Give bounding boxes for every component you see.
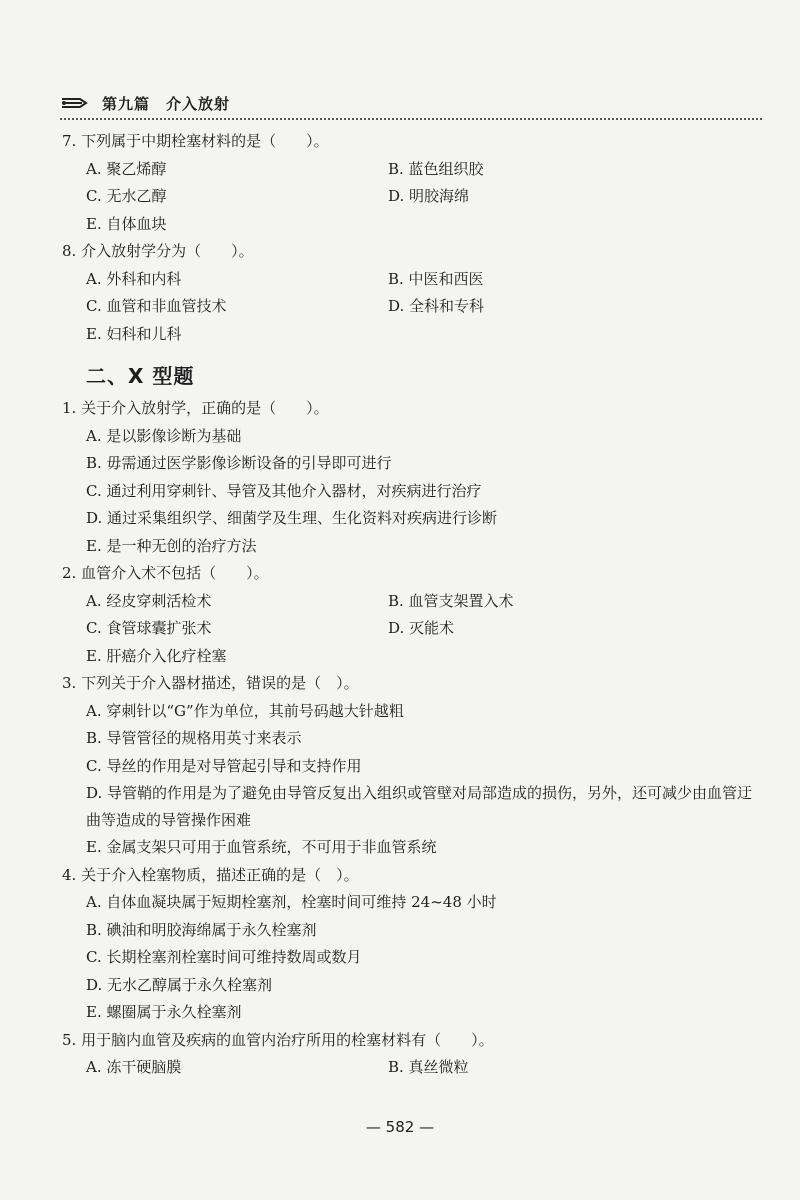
option: B. 碘油和明胶海绵属于永久栓塞剂 <box>86 920 317 939</box>
option-list <box>62 588 762 671</box>
option: D. 灭能术 <box>388 619 455 637</box>
section-heading: 二、X 型题 <box>86 364 195 388</box>
option: A. 经皮穿刺活检术 <box>86 591 212 610</box>
option: D. 无水乙醇属于永久栓塞剂 <box>86 975 273 994</box>
option-list <box>62 423 762 561</box>
option: A. 聚乙烯醇 <box>86 159 167 178</box>
question-item <box>62 238 762 348</box>
question-item <box>62 1027 762 1082</box>
header-dotted-rule <box>60 118 762 120</box>
option: A. 冻干硬脑膜 <box>86 1058 182 1076</box>
option-list <box>62 266 762 349</box>
option: A. 外科和内科 <box>86 269 182 288</box>
option: D. 明胶海绵 <box>388 187 470 205</box>
option: B. 导管管径的规格用英寸来表示 <box>86 729 302 747</box>
question-content <box>62 128 762 1082</box>
chapter-arrow-icon <box>60 93 90 113</box>
option: C. 导丝的作用是对导管起引导和支持作用 <box>86 756 362 775</box>
option: D. 导管鞘的作用是为了避免由导管反复出入组织或管壁对局部造成的损伤，另外，还可减少由血管迂曲等造成的导管操作困难 <box>86 784 753 829</box>
option: C. 食管球囊扩张术 <box>86 619 212 637</box>
option: C. 通过利用穿刺针、导管及其他介入器材，对疾病进行治疗 <box>86 481 482 500</box>
option: E. 自体血块 <box>86 214 167 233</box>
question-item <box>62 128 762 238</box>
option: E. 螺圈属于永久栓塞剂 <box>86 1003 242 1021</box>
option-list <box>62 698 762 862</box>
option-list <box>62 156 762 239</box>
option: A. 穿刺针以“G”作为单位，其前号码越大针越粗 <box>86 701 404 720</box>
question-stem: 3. 下列关于介入器材描述，错误的是（ ）。 <box>62 674 359 692</box>
option: D. 全科和专科 <box>388 297 485 315</box>
option: E. 是一种无创的治疗方法 <box>86 536 257 555</box>
option: A. 是以影像诊断为基础 <box>86 426 242 445</box>
question-item <box>62 560 762 670</box>
question-stem: 5. 用于脑内血管及疾病的血管内治疗所用的栓塞材料有（ ）。 <box>62 1030 494 1049</box>
question-stem: 2. 血管介入术不包括（ ）。 <box>62 564 269 582</box>
question-item <box>62 395 762 560</box>
option: A. 自体血凝块属于短期栓塞剂，栓塞时间可维持 24~48 小时 <box>86 893 497 911</box>
option: D. 通过采集组织学、细菌学及生理、生化资料对疾病进行诊断 <box>86 509 498 527</box>
option: E. 金属支架只可用于血管系统，不可用于非血管系统 <box>86 838 437 856</box>
question-item <box>62 670 762 862</box>
section-header-title: 第九篇 介入放射 <box>102 94 231 113</box>
option: B. 毋需通过医学影像诊断设备的引导即可进行 <box>86 454 392 472</box>
option: C. 长期栓塞剂栓塞时间可维持数周或数月 <box>86 948 362 966</box>
option-list <box>62 1054 762 1082</box>
option: B. 中医和西医 <box>388 269 484 288</box>
option: C. 无水乙醇 <box>86 187 167 205</box>
question-stem: 7. 下列属于中期栓塞材料的是（ ）。 <box>62 132 329 150</box>
option-list <box>62 889 762 1027</box>
question-stem: 1. 关于介入放射学，正确的是（ ）。 <box>62 399 329 417</box>
question-item <box>62 862 762 1027</box>
running-header <box>60 86 760 120</box>
option: B. 蓝色组织胶 <box>388 159 484 178</box>
option: E. 肝癌介入化疗栓塞 <box>86 646 227 665</box>
option: E. 妇科和儿科 <box>86 324 182 343</box>
option: C. 血管和非血管技术 <box>86 297 227 315</box>
question-stem: 8. 介入放射学分为（ ）。 <box>62 242 254 260</box>
option: B. 血管支架置入术 <box>388 591 514 610</box>
option: B. 真丝微粒 <box>388 1058 469 1076</box>
page-number: — 582 — <box>365 1118 435 1136</box>
question-stem: 4. 关于介入栓塞物质，描述正确的是（ ）。 <box>62 865 359 884</box>
